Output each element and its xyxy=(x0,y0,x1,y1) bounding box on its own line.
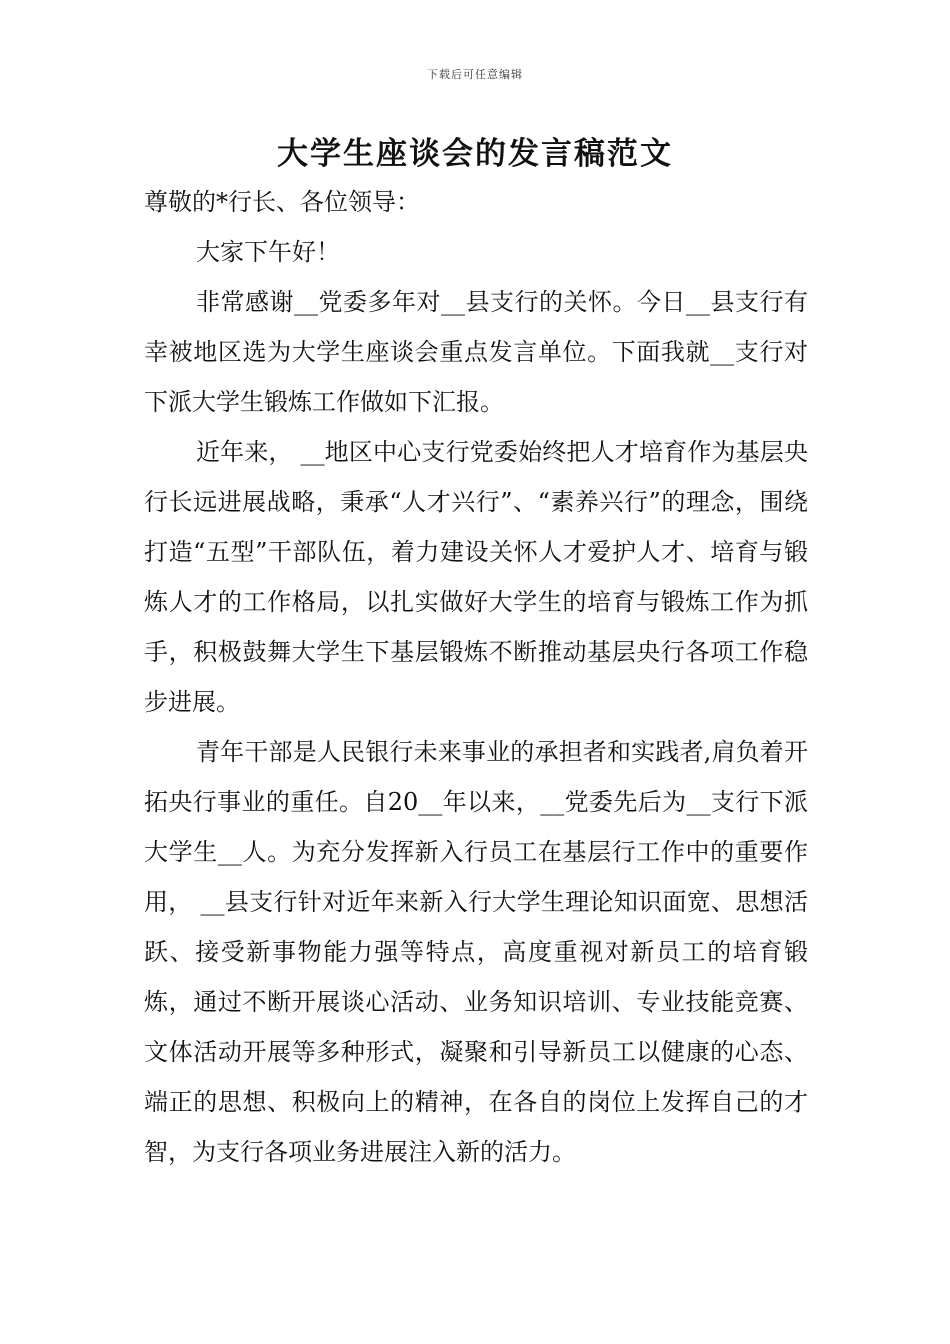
paragraph-greeting: 大家下午好！ xyxy=(196,238,340,266)
salutation: 尊敬的*行长、各位领导： xyxy=(144,188,420,216)
header-note: 下载后可任意编辑 xyxy=(427,68,523,81)
document-body xyxy=(144,177,808,1177)
document-title: 大学生座谈会的发言稿范文 xyxy=(277,136,673,172)
paragraph-thanks: 非常感谢__党委多年对__县支行的关怀。今日__县支行有幸被地区选为大学生座谈会重点发言单位。下面我就__支行对下派大学生锻炼工作做如下汇报。 xyxy=(144,288,808,416)
paragraph-young-cadres: 青年干部是人民银行未来事业的承担者和实践者,肩负着开拓央行事业的重任。自20__年以来，__党委先后为__支行下派大学生__人。为充分发挥新入行员工在基层行工作中的重要作用， __县支行针对近年来新入行大学生理论知识面宽、思想活跃、接受新事物能力强等特点，高度重视对新员工的培育锻炼，通过不断开展谈心活动、业务知识培训、专业技能竞赛、文体活动开展等多种形式，凝聚和引导新员工以健康的心态、端正的思想、积极向上的精神，在各自的岗位上发挥自己的才智，为支行各项业务进展注入新的活力。 xyxy=(144,738,808,1166)
paragraph-recent-years: 近年来， __地区中心支行党委始终把人才培育作为基层央行长远进展战略，秉承“人才兴行”、“素养兴行”的理念，围绕打造“五型”干部队伍，着力建设关怀人才爱护人才、培育与锻炼人才的工作格局，以扎实做好大学生的培育与锻炼工作为抓手，积极鼓舞大学生下基层锻炼不断推动基层央行各项工作稳步进展。 xyxy=(144,438,808,716)
